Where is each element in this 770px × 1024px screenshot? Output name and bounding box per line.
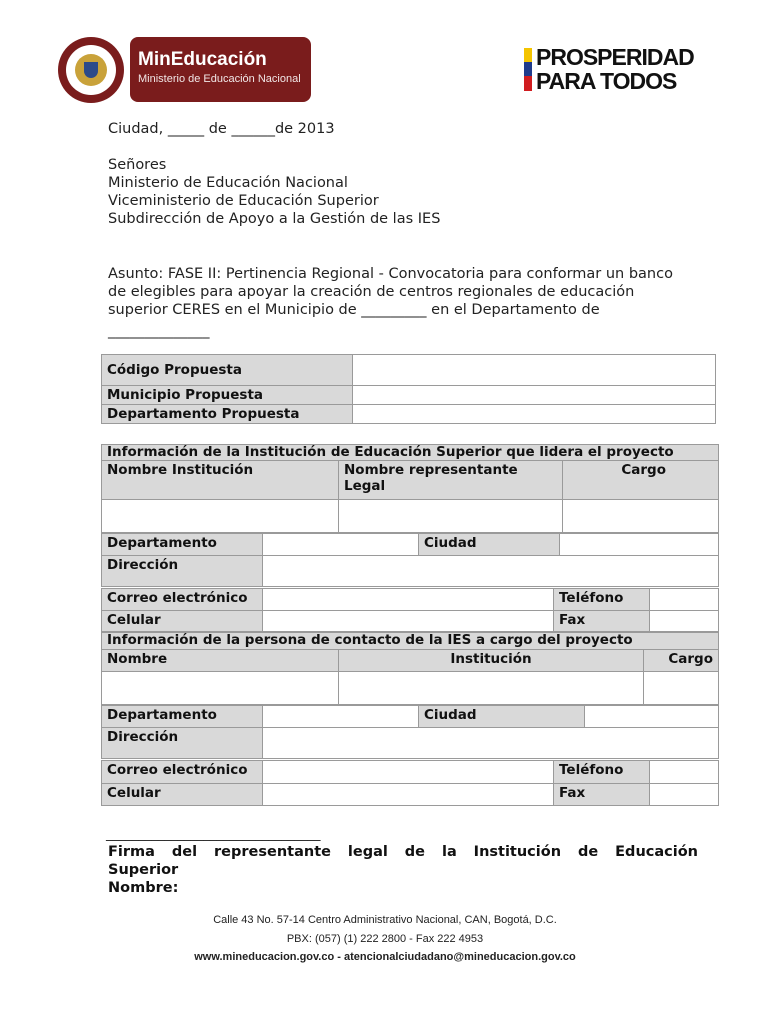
label-contact-nombre: Nombre bbox=[102, 650, 339, 672]
subject-block bbox=[108, 265, 673, 340]
shield-icon bbox=[84, 62, 98, 78]
input-telefono[interactable] bbox=[650, 589, 719, 611]
label-contact-departamento: Departamento bbox=[102, 706, 263, 728]
input-fax[interactable] bbox=[650, 611, 719, 632]
contact-location-table bbox=[101, 705, 719, 759]
label-contact-ciudad: Ciudad bbox=[419, 706, 585, 728]
label-codigo: Código Propuesta bbox=[102, 355, 353, 386]
prosperidad-logo-line1: PROSPERIDAD bbox=[536, 44, 694, 70]
label-fax: Fax bbox=[554, 611, 650, 632]
input-contact-cargo[interactable] bbox=[644, 672, 719, 705]
signature-line: _________________________________ bbox=[106, 827, 321, 842]
input-contact-institucion[interactable] bbox=[339, 672, 644, 705]
label-ciudad: Ciudad bbox=[419, 534, 560, 556]
signature-block bbox=[108, 843, 698, 897]
subject-line: ______________ bbox=[108, 323, 210, 339]
contact-title: Información de la persona de contacto de la IES a cargo del proyecto bbox=[102, 633, 719, 650]
recipient-line: Señores bbox=[108, 157, 167, 173]
label-representante: Nombre representante Legal bbox=[339, 461, 563, 500]
signature-caption-2: Superior bbox=[108, 862, 179, 878]
input-departamento[interactable] bbox=[353, 405, 716, 424]
input-contact-celular[interactable] bbox=[263, 784, 554, 806]
input-contact-fax[interactable] bbox=[650, 784, 719, 806]
contact-table bbox=[101, 632, 719, 705]
flag-blue-bar bbox=[524, 62, 532, 76]
label-contact-telefono: Teléfono bbox=[554, 761, 650, 784]
signature-caption: Firma del representante legal de la Institución de Educación bbox=[108, 844, 698, 860]
contact-info-table bbox=[101, 760, 719, 806]
label-direccion: Dirección bbox=[102, 556, 263, 587]
input-cargo[interactable] bbox=[563, 500, 719, 533]
input-ciudad[interactable] bbox=[560, 534, 719, 556]
mineducacion-subtitle: Ministerio de Educación Nacional bbox=[138, 73, 301, 85]
label-contact-cargo: Cargo bbox=[644, 650, 719, 672]
input-municipio[interactable] bbox=[353, 386, 716, 405]
input-contact-nombre[interactable] bbox=[102, 672, 339, 705]
label-cargo: Cargo bbox=[563, 461, 719, 500]
input-departamento[interactable] bbox=[263, 534, 419, 556]
label-contact-direccion: Dirección bbox=[102, 728, 263, 759]
prosperidad-logo-line2: PARA TODOS bbox=[536, 68, 677, 94]
date-line: Ciudad, _____ de ______de 2013 bbox=[108, 121, 335, 137]
label-correo: Correo electrónico bbox=[102, 589, 263, 611]
label-telefono: Teléfono bbox=[554, 589, 650, 611]
recipient-line: Subdirección de Apoyo a la Gestión de las IES bbox=[108, 211, 441, 227]
signature-name: Nombre: bbox=[108, 880, 179, 896]
institution-contact-table bbox=[101, 588, 719, 632]
input-nombre-institucion[interactable] bbox=[102, 500, 339, 533]
label-municipio: Municipio Propuesta bbox=[102, 386, 353, 405]
label-departamento: Departamento bbox=[102, 534, 263, 556]
label-contact-institucion: Institución bbox=[339, 650, 644, 672]
institution-title: Información de la Institución de Educación Superior que lidera el proyecto bbox=[102, 445, 719, 461]
recipient-line: Ministerio de Educación Nacional bbox=[108, 175, 348, 191]
flag-yellow-bar bbox=[524, 48, 532, 62]
institution-location-table bbox=[101, 533, 719, 587]
input-direccion[interactable] bbox=[263, 556, 719, 587]
subject-line: superior CERES en el Municipio de _________ en el Departamento de bbox=[108, 302, 600, 318]
label-departamento: Departamento Propuesta bbox=[102, 405, 353, 424]
input-representante[interactable] bbox=[339, 500, 563, 533]
subject-line: Asunto: FASE II: Pertinencia Regional - Convocatoria para conformar un banco bbox=[108, 266, 673, 282]
input-contact-telefono[interactable] bbox=[650, 761, 719, 784]
recipient-block bbox=[108, 156, 440, 228]
input-contact-direccion[interactable] bbox=[263, 728, 719, 759]
flag-red-bar bbox=[524, 76, 532, 91]
footer-web: www.mineducacion.gov.co - atencionalciudadano@mineducacion.gov.co bbox=[194, 951, 576, 963]
label-celular: Celular bbox=[102, 611, 263, 632]
label-contact-celular: Celular bbox=[102, 784, 263, 806]
footer-address: Calle 43 No. 57-14 Centro Administrativo Nacional, CAN, Bogotá, D.C. bbox=[213, 914, 557, 926]
mineducacion-title: MinEducación bbox=[138, 49, 267, 70]
input-codigo[interactable] bbox=[353, 355, 716, 386]
label-contact-correo: Correo electrónico bbox=[102, 761, 263, 784]
label-contact-fax: Fax bbox=[554, 784, 650, 806]
subject-line: de elegibles para apoyar la creación de centros regionales de educación bbox=[108, 284, 635, 300]
recipient-line: Viceministerio de Educación Superior bbox=[108, 193, 379, 209]
input-contact-correo[interactable] bbox=[263, 761, 554, 784]
input-contact-departamento[interactable] bbox=[263, 706, 419, 728]
footer-phone: PBX: (057) (1) 222 2800 - Fax 222 4953 bbox=[286, 933, 484, 945]
institution-table bbox=[101, 444, 719, 533]
input-contact-ciudad[interactable] bbox=[585, 706, 719, 728]
label-nombre-institucion: Nombre Institución bbox=[102, 461, 339, 500]
proposal-table bbox=[101, 354, 716, 424]
input-celular[interactable] bbox=[263, 611, 554, 632]
input-correo[interactable] bbox=[263, 589, 554, 611]
